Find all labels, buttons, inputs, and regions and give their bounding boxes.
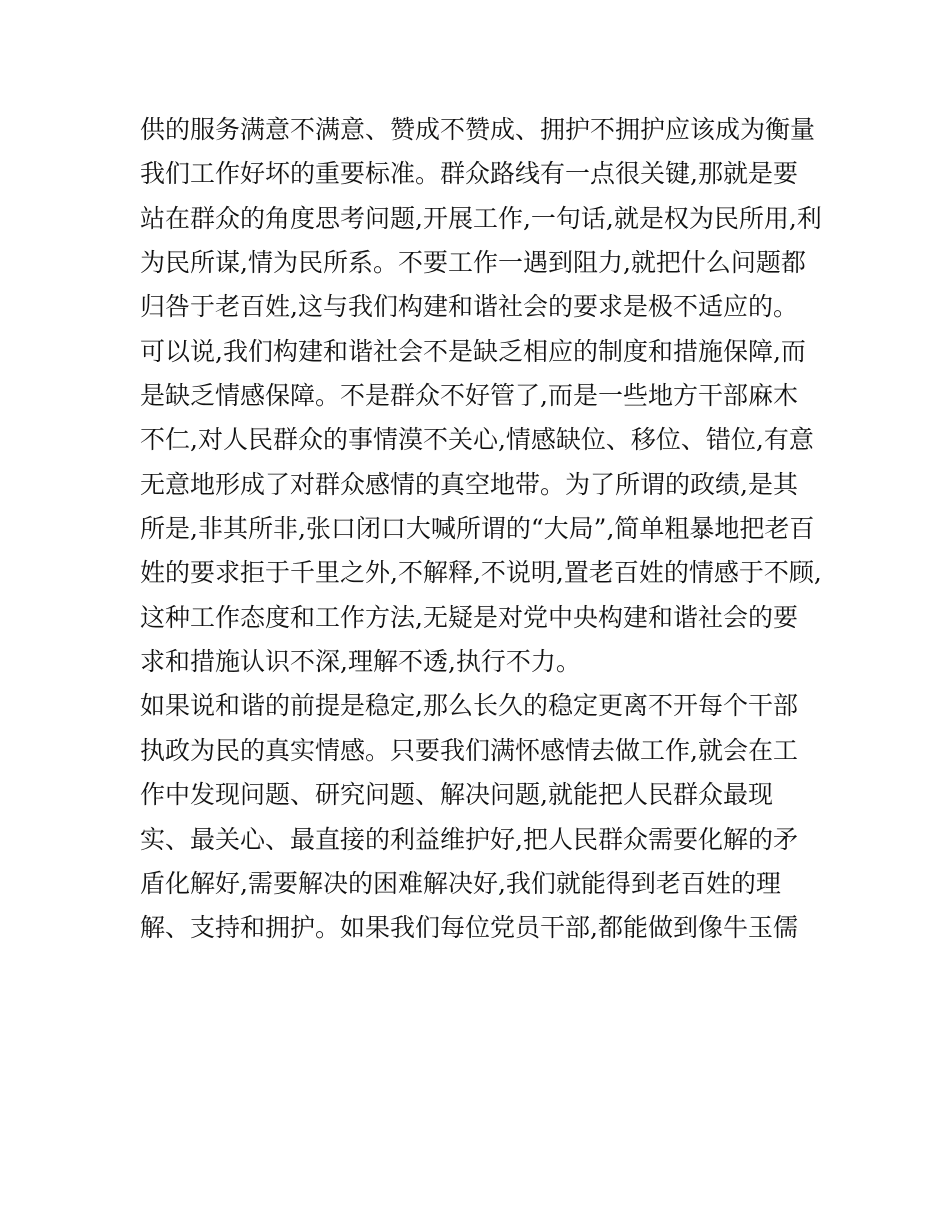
text-line: 求和措施认识不深,理解不透,执行不力。 <box>140 647 581 677</box>
text-line: 解、支持和拥护。如果我们每位党员干部,都能做到像牛玉儒 <box>140 913 798 943</box>
text-line: 归咎于老百姓,这与我们构建和谐社会的要求是极不适应的。 <box>140 292 798 322</box>
text-line: 无意地形成了对群众感情的真空地带。为了所谓的政绩,是其 <box>140 469 798 499</box>
text-line: 盾化解好,需要解决的困难解决好,我们就能得到老百姓的理 <box>140 868 781 898</box>
text-line: 如果说和谐的前提是稳定,那么长久的稳定更离不开每个干部 <box>140 691 798 721</box>
text-line: 作中发现问题、研究问题、解决问题,就能把人民群众最现 <box>140 780 773 810</box>
body-text <box>140 108 820 951</box>
text-line: 实、最关心、最直接的利益维护好,把人民群众需要化解的矛 <box>140 824 798 854</box>
text-line: 可以说,我们构建和谐社会不是缺乏相应的制度和措施保障,而 <box>140 336 806 366</box>
text-line: 姓的要求拒于千里之外,不解释,不说明,置老百姓的情感于不顾, <box>140 558 822 588</box>
text-line: 站在群众的角度思考问题,开展工作,一句话,就是权为民所用,利 <box>140 203 822 233</box>
text-line: 为民所谋,情为民所系。不要工作一遇到阻力,就把什么问题都 <box>140 248 806 278</box>
text-line: 所是,非其所非,张口闭口大喊所谓的“大局”,简单粗暴地把老百 <box>140 514 815 544</box>
text-line: 执政为民的真实情感。只要我们满怀感情去做工作,就会在工 <box>140 735 798 765</box>
text-line: 供的服务满意不满意、赞成不赞成、拥护不拥护应该成为衡量 <box>140 115 816 144</box>
text-line: 这种工作态度和工作方法,无疑是对党中央构建和谐社会的要 <box>140 602 798 632</box>
text-line: 是缺乏情感保障。不是群众不好管了,而是一些地方干部麻木 <box>140 381 798 411</box>
text-line: 我们工作好坏的重要标准。群众路线有一点很关键,那就是要 <box>140 159 798 189</box>
text-line: 不仁,对人民群众的事情漠不关心,情感缺位、移位、错位,有意 <box>140 425 814 455</box>
